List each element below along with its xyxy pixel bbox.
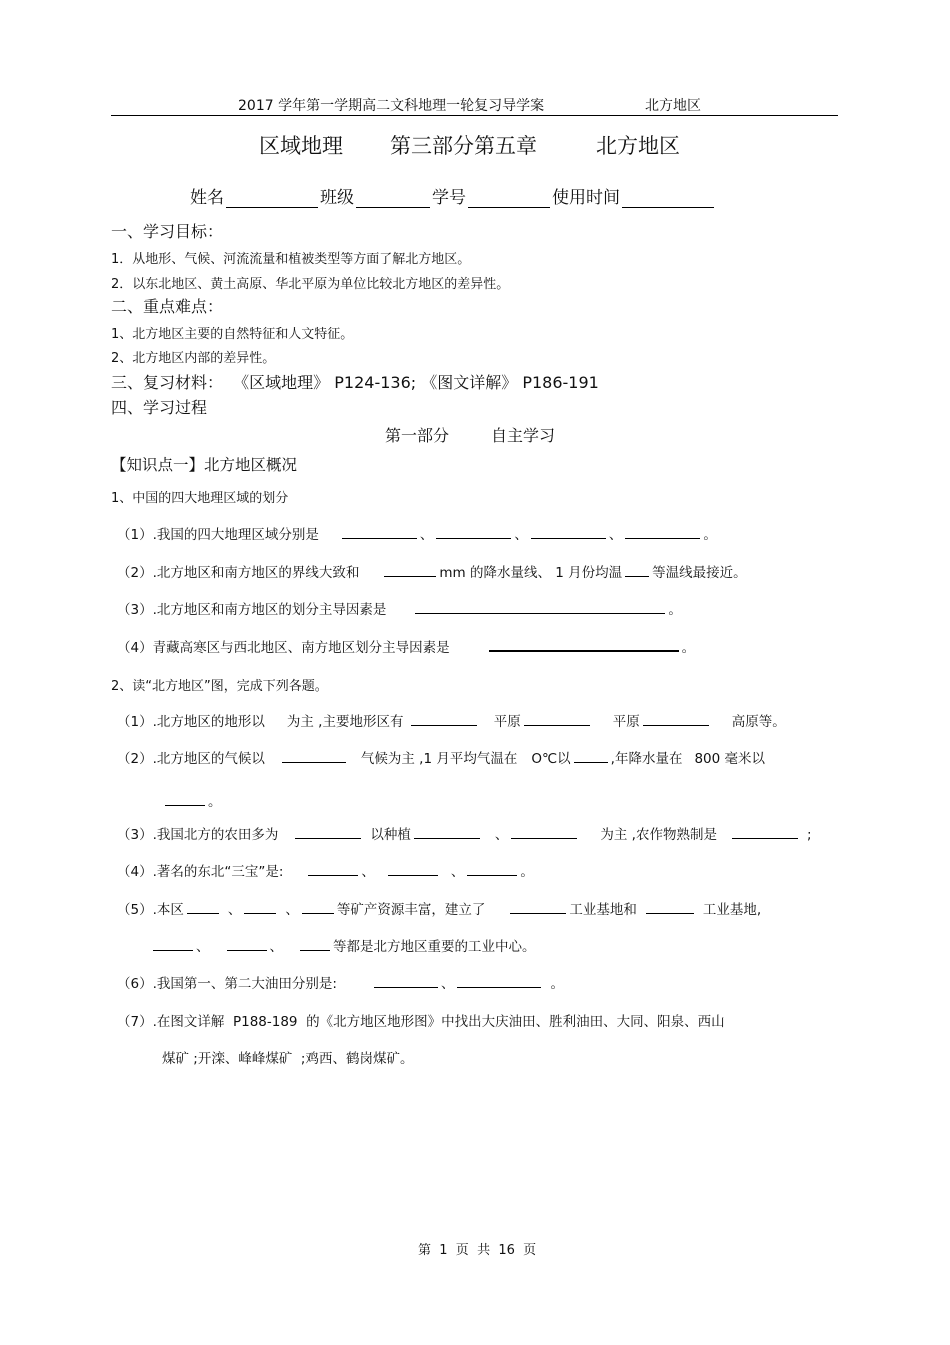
page-footer: 第 1 页 共 16 页	[418, 1243, 537, 1258]
name-field[interactable]	[226, 190, 318, 208]
info-line	[190, 183, 716, 208]
q2-item-1: （1）.北方地区的地形以 为主 ,主要地形区有 平原 平原 高原等。	[117, 710, 786, 730]
q1-1-blank-a[interactable]	[342, 524, 417, 539]
q2-5-blank-a[interactable]	[187, 899, 219, 914]
knowledge-point-1: 【知识点一】北方地区概况	[111, 456, 298, 474]
q2-2-blank-a[interactable]	[282, 748, 346, 763]
q2-item-6: （6）.我国第一、第二大油田分别是: 、 。	[117, 972, 564, 992]
q2-5-blank-g[interactable]	[227, 936, 267, 951]
info-name-label: 姓名	[190, 188, 224, 208]
student-id-field[interactable]	[468, 190, 550, 208]
section-2-heading: 二、重点难点：	[111, 297, 224, 316]
title-part2: 第三部分第五章	[390, 134, 537, 158]
section-2-item-2: 2、北方地区内部的差异性。	[111, 351, 276, 366]
section-1-item-2: 2．以东北地区、黄土高原、华北平原为单位比较北方地区的差异性。	[111, 277, 510, 292]
section-3-heading: 三、复习材料： 《区域地理》 P124-136; 《图文详解》 P186-191	[111, 373, 599, 392]
q2-item-2-cont: 。	[162, 790, 222, 810]
info-id-label: 学号	[432, 188, 466, 208]
q1-1-blank-b[interactable]	[436, 524, 511, 539]
q1-2-blank-b[interactable]	[625, 562, 649, 577]
q2-item-7: （7）.在图文详解 P188-189 的《北方地区地形图》中找出大庆油田、胜利油田、大同、阳泉、西山	[117, 1014, 725, 1030]
section-2-item-1: 1、北方地区主要的自然特征和人文特征。	[111, 327, 354, 342]
q2-1-blank-c[interactable]	[643, 711, 709, 726]
q2-4-blank-c[interactable]	[467, 861, 517, 876]
q2-5-blank-c[interactable]	[302, 899, 334, 914]
q1-item-4: （4）青藏高寒区与西北地区、南方地区划分主导因素是 。	[117, 636, 695, 656]
q2-item-5: （5）.本区 、 、 等矿产资源丰富，建立了 工业基地和 工业基地,	[117, 898, 761, 918]
q1-4-blank[interactable]	[489, 636, 679, 652]
part-title-a: 第一部分	[385, 426, 450, 445]
q1-1-blank-d[interactable]	[625, 524, 700, 539]
q2-item-5-cont: 、 、 等都是北方地区重要的工业中心。	[150, 935, 536, 955]
q2-item-2: （2）.北方地区的气候以 气候为主 ,1 月平均气温在 O℃以 ,年降水量在 800 毫米以	[117, 747, 765, 767]
title-part1: 区域地理	[259, 134, 343, 158]
header-left: 2017 学年第一学期高二文科地理一轮复习导学案	[238, 98, 545, 114]
q2-3-blank-a[interactable]	[295, 824, 361, 839]
q2-item-4: （4）.著名的东北“三宝”是: 、 、 。	[117, 860, 534, 880]
q2-item-3: （3）.我国北方的农田多为 以种植 、 为主 ,农作物熟制是 ;	[117, 823, 812, 843]
q2-2-blank-b[interactable]	[574, 748, 608, 763]
q1-item-3: （3）.北方地区和南方地区的划分主导因素是 。	[117, 598, 682, 618]
q2-4-blank-a[interactable]	[308, 861, 358, 876]
q1-1-blank-c[interactable]	[531, 524, 606, 539]
q2-1-blank-b[interactable]	[524, 711, 590, 726]
section-1-item-1: 1．从地形、气候、河流流量和植被类型等方面了解北方地区。	[111, 252, 471, 267]
section-4-heading: 四、学习过程	[111, 398, 208, 417]
header-rule	[111, 115, 838, 116]
q2-5-blank-e[interactable]	[646, 899, 694, 914]
q2-item-7-cont: 煤矿 ;开滦、峰峰煤矿 ;鸡西、鹤岗煤矿。	[162, 1051, 414, 1067]
title-part3: 北方地区	[596, 134, 680, 158]
q1-3-blank[interactable]	[415, 599, 665, 614]
q2-5-blank-b[interactable]	[244, 899, 276, 914]
q2-3-blank-b[interactable]	[414, 824, 480, 839]
q2-6-blank-a[interactable]	[374, 973, 438, 988]
q2-title: 2、读“北方地区”图，完成下列各题。	[111, 679, 328, 694]
q2-2-blank-c[interactable]	[165, 791, 205, 806]
q2-5-blank-h[interactable]	[300, 936, 330, 951]
q2-1-blank-a[interactable]	[411, 711, 477, 726]
q2-5-blank-d[interactable]	[510, 899, 566, 914]
part-title-b: 自主学习	[491, 426, 556, 445]
q2-5-blank-f[interactable]	[153, 936, 193, 951]
q2-6-blank-b[interactable]	[457, 973, 541, 988]
q1-title: 1、中国的四大地理区域的划分	[111, 491, 289, 506]
q1-item-1: （1）.我国的四大地理区域分别是 、 、 、 。	[117, 523, 717, 543]
class-field[interactable]	[356, 190, 430, 208]
q2-3-blank-c[interactable]	[511, 824, 577, 839]
info-time-label: 使用时间	[552, 188, 620, 208]
info-class-label: 班级	[320, 188, 354, 208]
section-1-heading: 一、学习目标：	[111, 222, 224, 241]
q2-4-blank-b[interactable]	[388, 861, 438, 876]
time-field[interactable]	[622, 190, 714, 208]
header-right: 北方地区	[645, 98, 701, 114]
q2-3-blank-d[interactable]	[732, 824, 798, 839]
q1-item-2: （2）.北方地区和南方地区的界线大致和 mm 的降水量线、 1 月份均温 等温线最接近。	[117, 561, 747, 581]
q1-2-blank-a[interactable]	[384, 562, 436, 577]
